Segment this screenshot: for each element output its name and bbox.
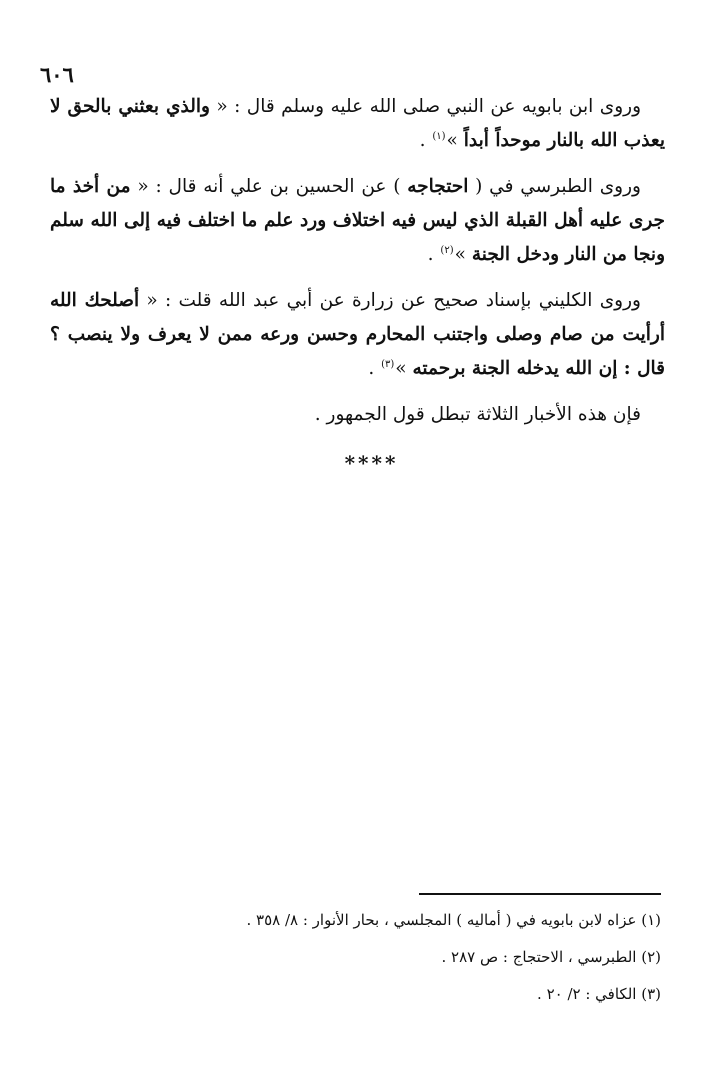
body-text: [50, 90, 665, 480]
hadith-quote: والذي بعثني بالحق لا يعذب الله بالنار موحداً أبداً: [50, 96, 665, 151]
footnote-ref-3[interactable]: (٣): [381, 358, 395, 370]
paragraph-conclusion: فإن هذه الأخبار الثلاثة تبطل قول الجمهور .: [314, 404, 641, 425]
hadith-quote: من أخذ ما جرى عليه أهل القبلة الذي ليس فيه اختلاف ورد علم ما اختلف فيه إلى الله سلم ونجا من النار ودخل الجنة: [50, 176, 665, 265]
page-number: ٦٠٦: [40, 62, 74, 87]
hadith-quote: أصلحك الله أرأيت من صام وصلى واجتنب المحارم وحسن ورعه ممن لا يعرف ولا ينصب ؟ قال : إن الله يدخله الجنة برحمته: [50, 290, 665, 379]
paragraph-mid: ) عن الحسين بن علي أنه قال : «: [130, 176, 408, 197]
paragraph-lead: وروى ابن بابويه عن النبي صلى الله عليه وسلم قال : «: [209, 96, 642, 117]
quote-close: »: [446, 130, 464, 151]
paragraph-tail: .: [419, 130, 432, 151]
quote-close: »: [395, 358, 413, 379]
footnote-ref-2[interactable]: (٢): [440, 244, 454, 256]
paragraph-tail: .: [427, 244, 440, 265]
footnotes: [61, 902, 661, 1013]
paragraph-ibn-babawayh: [50, 90, 665, 158]
footnote-3: (٣) الكافي : ٢/ ٢٠ .: [537, 985, 661, 1003]
book-title: احتجاجه: [407, 176, 469, 197]
paragraph-tabrisi: [50, 170, 665, 272]
section-separator: ****: [344, 451, 399, 475]
quote-close: »: [454, 244, 472, 265]
paragraph-lead: وروى الكليني بإسناد صحيح عن زرارة عن أبي عبد الله قلت : «: [139, 290, 641, 311]
footnote-divider: [419, 893, 661, 895]
paragraph-tail: .: [368, 358, 381, 379]
footnote-2: (٢) الطبرسي ، الاحتجاج : ص ٢٨٧ .: [441, 948, 661, 966]
paragraph-lead: وروى الطبرسي في (: [468, 176, 641, 197]
footnote-1: (١) عزاه لابن بابويه في ( أماليه ) المجلسي ، بحار الأنوار : ٨/ ٣٥٨ .: [246, 911, 661, 929]
paragraph-kulayni: [50, 284, 665, 386]
footnote-ref-1[interactable]: (١): [432, 130, 446, 142]
